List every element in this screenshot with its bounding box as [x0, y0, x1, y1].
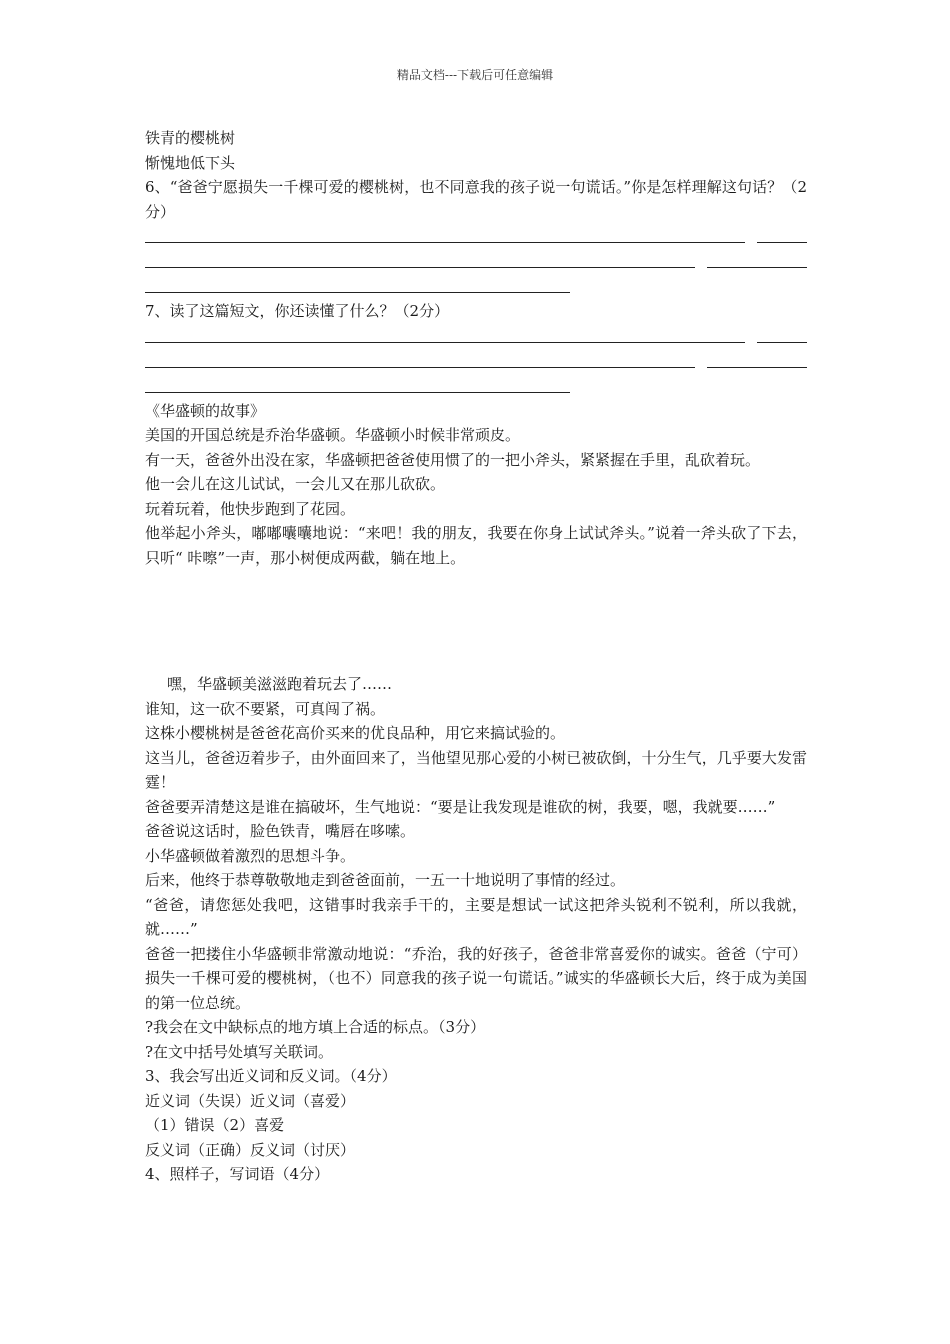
paragraph: 爸爸要弄清楚这是谁在搞破坏，生气地说：“要是让我发现是谁砍的树，我要，嗯，我就要……”: [145, 797, 776, 816]
question-3: 3、我会写出近义词和反义词。（4分）: [145, 1067, 397, 1085]
paragraph: 小华盛顿做着激烈的思想斗争。: [145, 846, 356, 865]
paragraph: 爸爸说这话时，脸色铁青，嘴唇在哆嗦。: [145, 822, 416, 840]
paragraph: 爸爸一把搂住小华盛顿非常激动地说：“乔治，我的好孩子，爸爸非常喜爱你的诚实。爸爸（宁可）损失一千棵可爱的樱桃树，（也不）同意我的孩子说一句谎话。”诚实的华盛顿长大后，终于成为美国的第一位总统。: [145, 944, 807, 1012]
question-1: ?我会在文中缺标点的地方填上合适的标点。（3分）: [145, 1018, 486, 1036]
paragraph: 后来，他终于恭尊敬敬地走到爸爸面前，一五一十地说明了事情的经过。: [145, 871, 626, 889]
content-block-2: [145, 672, 807, 1187]
paragraph: 美国的开国总统是乔治华盛顿。华盛顿小时候非常顽皮。: [145, 426, 521, 444]
paragraph: 他举起小斧头，嘟嘟囔囔地说：“来吧！我的朋友，我要在你身上试试斧头。”说着一斧头砍了下去，只听“ 咔嚓”一声，那小树便成两截，躺在地上。: [145, 524, 807, 567]
paragraph: 玩着玩着，他快步跑到了花园。: [145, 499, 356, 518]
paragraph: 这株小樱桃树是爸爸花高价买来的优良品种，用它来搞试验的。: [145, 724, 566, 742]
paragraph: 有一天，爸爸外出没在家，华盛顿把爸爸使用惯了的一把小斧头，紧紧握在手里，乱砍着玩。: [145, 450, 761, 469]
paragraph: 他一会儿在这儿试试，一会儿又在那儿砍砍。: [145, 475, 446, 493]
text-line: 惭愧地低下头: [145, 153, 236, 172]
paragraph: 谁知，这一砍不要紧，可真闯了祸。: [145, 699, 386, 718]
page-header: 精品文档---下载后可任意编辑: [396, 68, 554, 82]
question-4: 4、照样子，写词语（4分）: [145, 1165, 330, 1183]
question-2: ?在文中括号处填写关联词。: [145, 1042, 334, 1061]
answer-lines-6[interactable]: [145, 224, 807, 299]
text-line: 铁青的樱桃树: [145, 129, 236, 147]
paragraph: “爸爸，请您惩处我吧，这错事时我亲手干的，主要是想试一试这把斧头锐利不锐利，所以我就，就……”: [145, 895, 807, 938]
question-3-answers: （1）错误（2）喜爱: [145, 1116, 285, 1134]
question-7: 7、读了这篇短文，你还读懂了什么？（2分）: [145, 302, 450, 320]
question-6: 6、“爸爸宁愿损失一千棵可爱的樱桃树，也不同意我的孩子说一句谎话。”你是怎样理解这句话？（2分）: [145, 178, 807, 221]
paragraph: 嘿，华盛顿美滋滋跑着玩去了……: [167, 675, 393, 693]
answer-lines-7[interactable]: [145, 324, 807, 399]
question-3-antonyms: 反义词（正确）反义词（讨厌）: [145, 1140, 356, 1159]
question-3-synonyms: 近义词（失误）近义词（喜爱）: [145, 1091, 356, 1110]
content-block-1: [145, 126, 807, 570]
story-title: 《华盛顿的故事》: [145, 401, 266, 420]
paragraph: 这当儿，爸爸迈着步子，由外面回来了，当他望见那心爱的小树已被砍倒，十分生气，几乎要大发雷霆！: [145, 748, 807, 791]
